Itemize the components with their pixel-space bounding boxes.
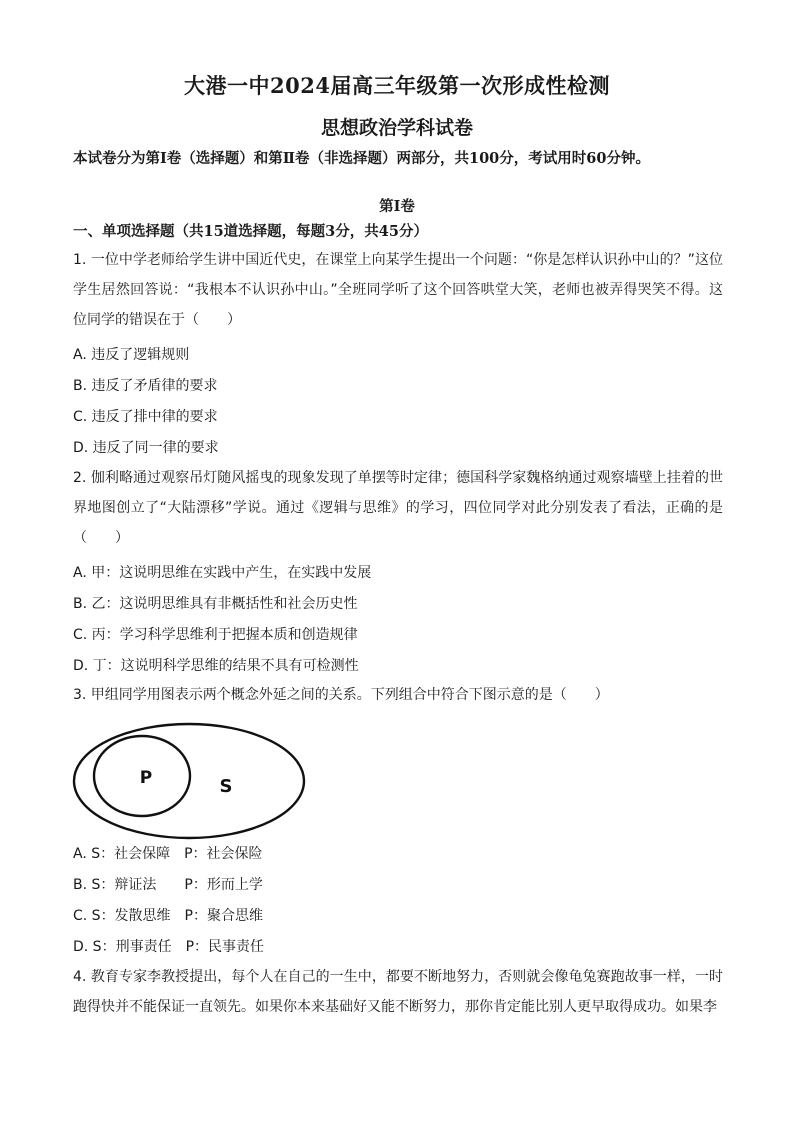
section-heading: 一、单项选择题（共15道选择题，每题3分，共45分） [73,223,428,240]
inner-set-label: P [139,768,153,788]
exam-subtitle: 思想政治学科试卷 [320,117,473,139]
exam-instructions: 本试卷分为第Ⅰ卷（选择题）和第Ⅱ卷（非选择题）两部分，共100分，考试用时60分钟。 [73,150,650,167]
exam-title: 大港一中2024届高三年级第一次形成性检测 [184,73,610,98]
part-heading: 第Ⅰ卷 [379,198,415,215]
question-3-option-c: C. S：发散思维 P：聚合思维 [73,908,264,924]
question-1-option-d: D. 违反了同一律的要求 [73,440,219,456]
question-1-option-b: B. 违反了矛盾律的要求 [73,378,218,394]
outer-set-label: S [219,776,233,797]
question-2-stem: 2. 伽利略通过观察吊灯随风摇曳的现象发现了单摆等时定律；德国科学家魏格纳通过观察墙壁上挂着的世界地图创立了“大陆漂移”学说。通过《逻辑与思维》的学习，四位同学对此分别发表了看法，正确的是（ ） [73,470,723,546]
question-2-option-a: A. 甲：这说明思维在实践中产生，在实践中发展 [73,565,372,581]
question-3-stem: 3. 甲组同学用图表示两个概念外延之间的关系。下列组合中符合下图示意的是（ ） [73,687,609,703]
question-3-option-a: A. S：社会保障 P：社会保险 [73,846,263,862]
question-3-option-b: B. S：辩证法 P：形而上学 [73,877,263,893]
question-2-option-c: C. 丙：学习科学思维利于把握本质和创造规律 [73,627,358,643]
question-1-stem: 1. 一位中学老师给学生讲中国近代史，在课堂上向某学生提出一个问题：“你是怎样认识孙中山的？”这位学生居然回答说：“我根本不认识孙中山。”全班同学听了这个回答哄堂大笑，老师也被弄得哭笑不得。这位同学的错误在于（ ） [73,252,723,328]
question-2-option-b: B. 乙：这说明思维具有非概括性和社会历史性 [73,596,358,612]
question-3-option-d: D. S：刑事责任 P：民事责任 [73,939,265,955]
question-4-stem: 4. 教育专家李教授提出，每个人在自己的一生中，都要不断地努力，否则就会像龟兔赛跑故事一样，一时跑得快并不能保证一直领先。如果你本来基础好又能不断努力，那你肯定能比别人更早取得成功。如果李 [73,969,723,1015]
question-2-option-d: D. 丁：这说明科学思维的结果不具有可检测性 [73,658,359,674]
question-1-option-a: A. 违反了逻辑规则 [73,347,190,363]
concept-relation-diagram [70,720,310,842]
question-1-option-c: C. 违反了排中律的要求 [73,409,218,425]
